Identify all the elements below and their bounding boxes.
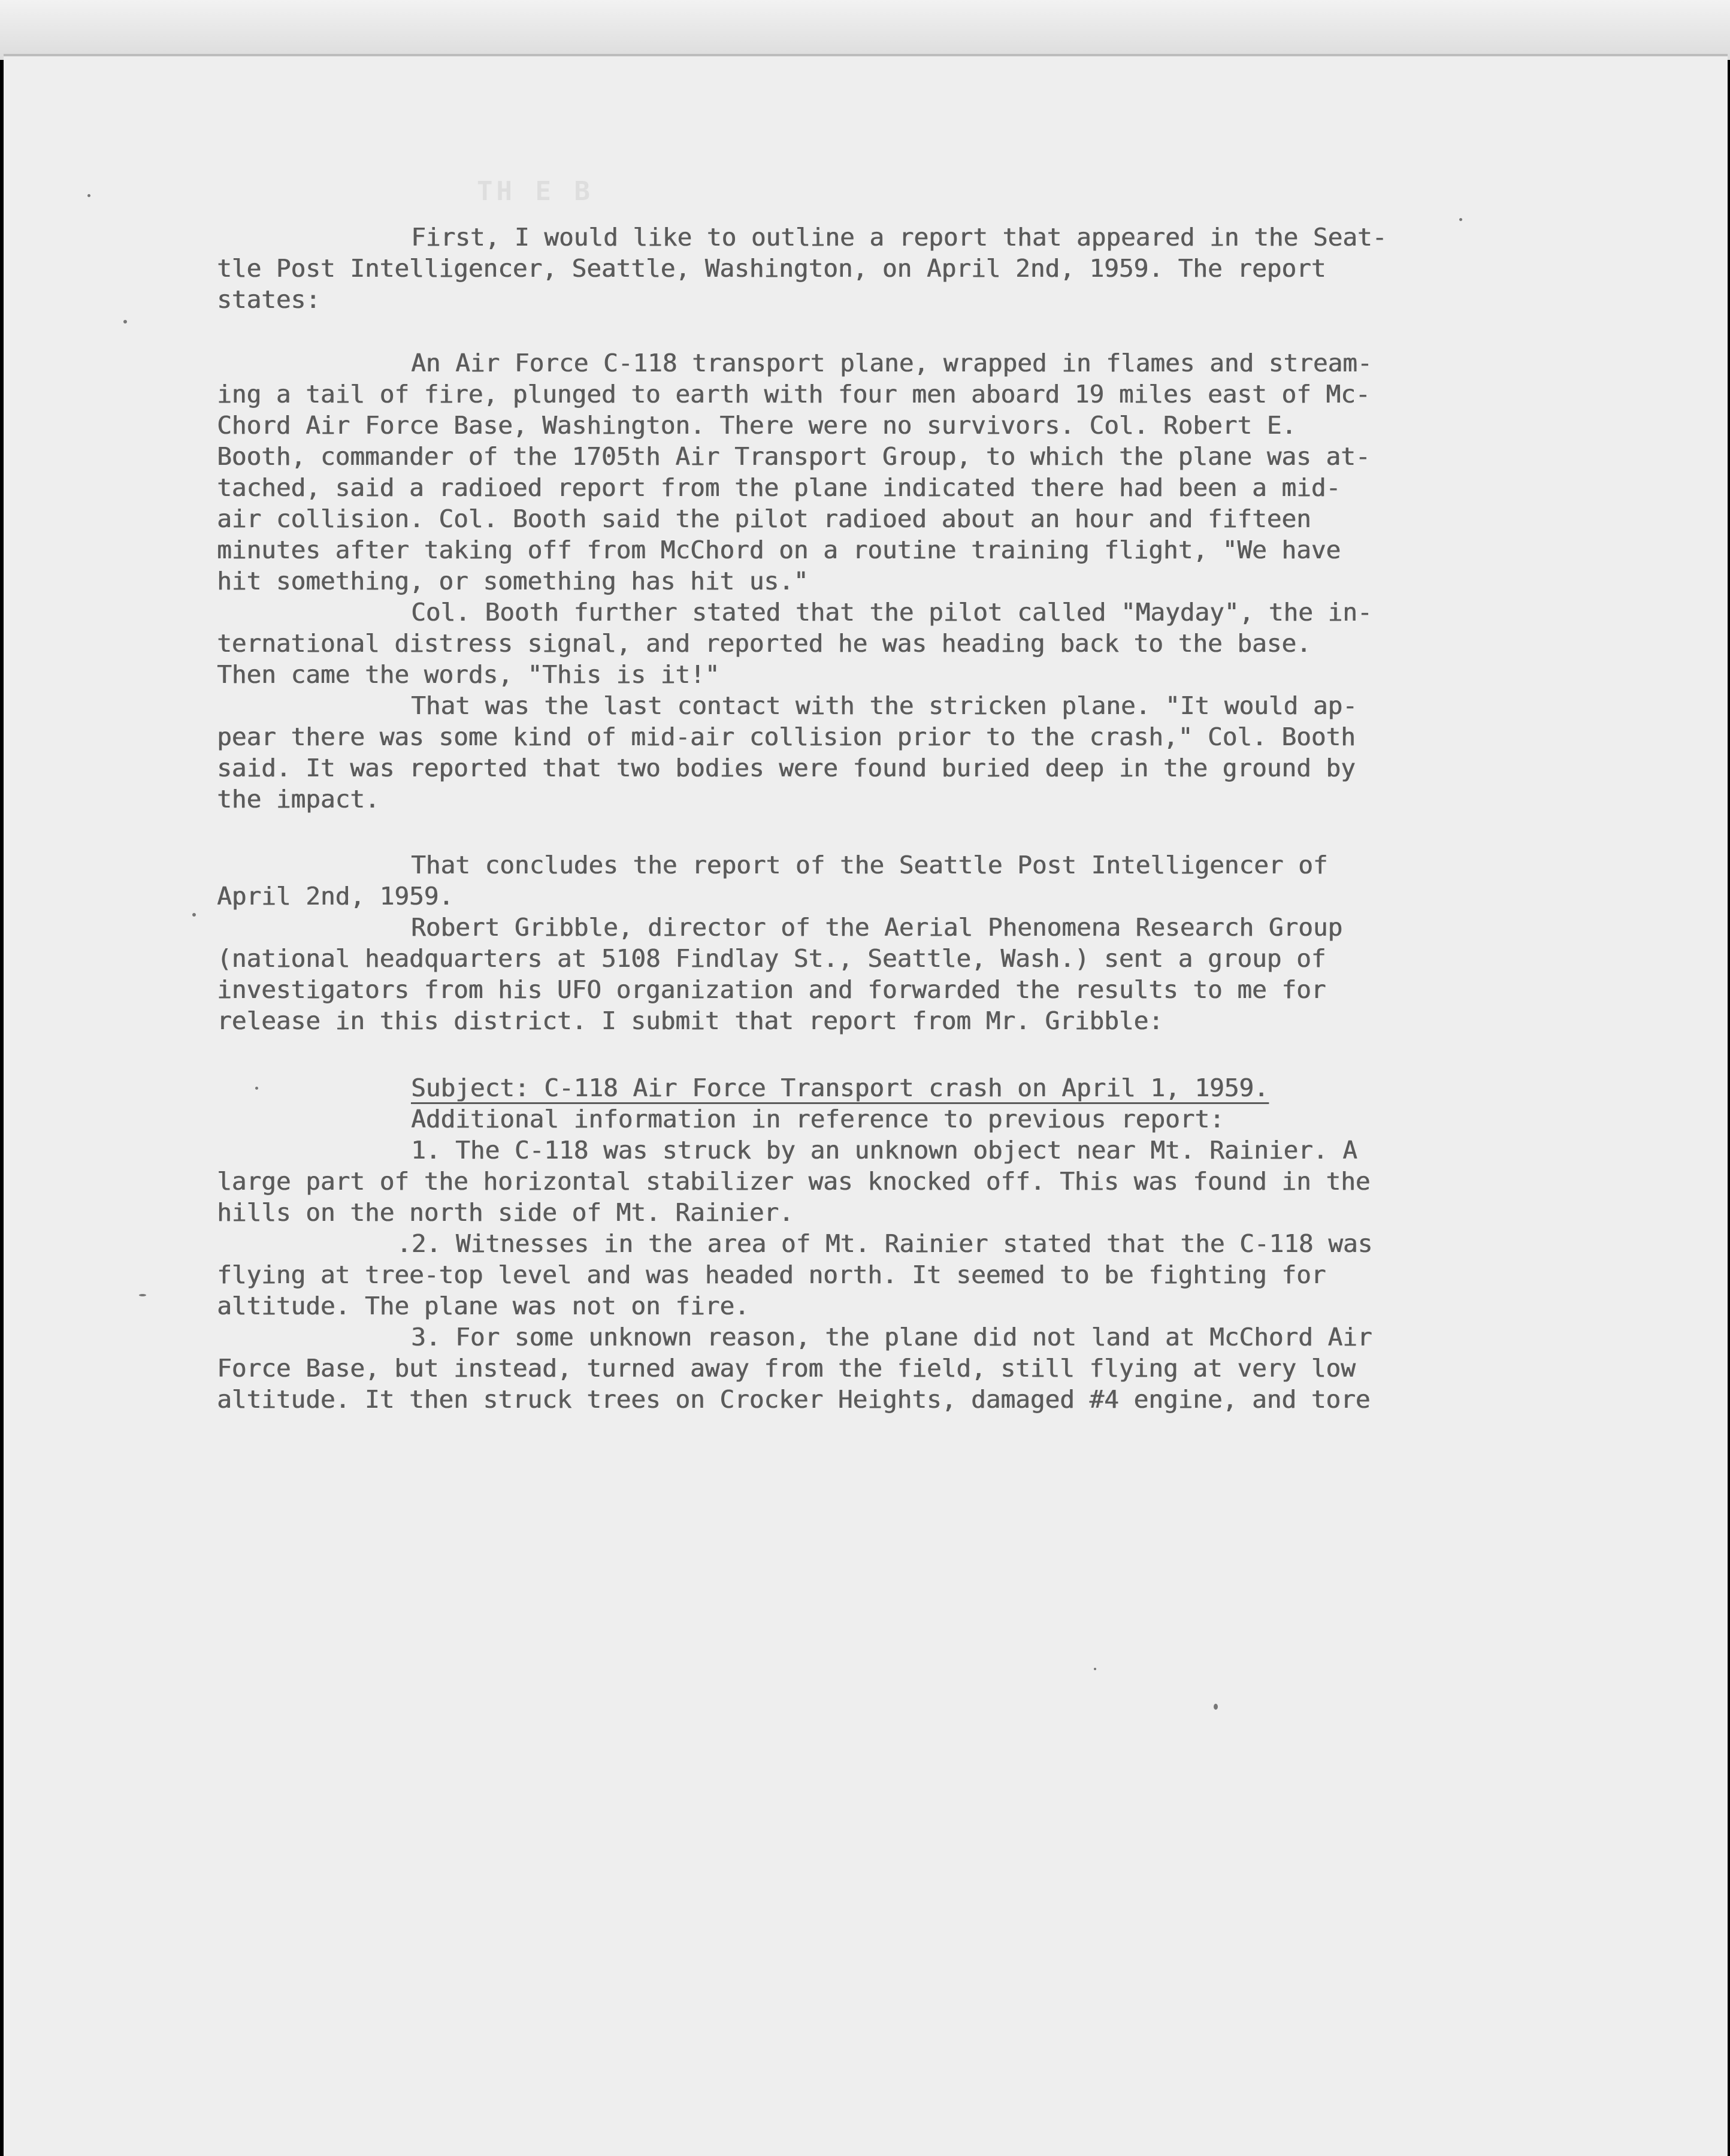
text-line: ternational distress signal, and reported he was heading back to the base. bbox=[217, 629, 1311, 658]
subject-line: Subject: C-118 Air Force Transport crash on April 1, 1959. bbox=[411, 1074, 1269, 1102]
text-line: release in this district. I submit that report from Mr. Gribble: bbox=[217, 1006, 1163, 1035]
text-line: Booth, commander of the 1705th Air Transport Group, to which the plane was at- bbox=[217, 442, 1371, 471]
text-line: An Air Force C-118 transport plane, wrapped in flames and stream- bbox=[411, 349, 1372, 377]
paper-speck bbox=[123, 320, 127, 323]
text-line: the impact. bbox=[217, 785, 380, 814]
paper-speck bbox=[1094, 1668, 1096, 1670]
text-line: April 2nd, 1959. bbox=[217, 882, 453, 911]
text-line: First, I would like to outline a report that appeared in the Seat- bbox=[411, 223, 1387, 252]
text-line: ing a tail of fire, plunged to earth with four men aboard 19 miles east of Mc- bbox=[217, 380, 1371, 409]
text-line: large part of the horizontal stabilizer was knocked off. This was found in the bbox=[217, 1167, 1371, 1196]
text-line: minutes after taking off from McChord on a routine training flight, "We have bbox=[217, 536, 1341, 564]
text-line: altitude. The plane was not on fire. bbox=[217, 1292, 749, 1320]
text-line: Col. Booth further stated that the pilot called "Mayday", the in- bbox=[411, 598, 1372, 627]
text-line: investigators from his UFO organization and forwarded the results to me for bbox=[217, 975, 1326, 1004]
text-line: Chord Air Force Base, Washington. There were no survivors. Col. Robert E. bbox=[217, 411, 1296, 440]
paper-speck bbox=[139, 1294, 146, 1296]
text-line: air collision. Col. Booth said the pilot radioed about an hour and fifteen bbox=[217, 504, 1311, 533]
paper-speck bbox=[87, 194, 90, 197]
paper-speck bbox=[1459, 218, 1462, 221]
paper-speck bbox=[192, 913, 196, 917]
text-line: That was the last contact with the stricken plane. "It would ap- bbox=[411, 691, 1357, 720]
paper-speck bbox=[1214, 1704, 1218, 1710]
text-line: pear there was some kind of mid-air collision prior to the crash," Col. Booth bbox=[217, 722, 1356, 751]
text-line: Robert Gribble, director of the Aerial Phenomena Research Group bbox=[411, 913, 1343, 942]
text-line: (national headquarters at 5108 Findlay St., Seattle, Wash.) sent a group of bbox=[217, 944, 1326, 973]
text-line: tached, said a radioed report from the plane indicated there had been a mid- bbox=[217, 473, 1341, 502]
text-line: tle Post Intelligencer, Seattle, Washington, on April 2nd, 1959. The report bbox=[217, 254, 1326, 283]
text-line: said. It was reported that two bodies were found buried deep in the ground by bbox=[217, 754, 1356, 782]
faint-header-fragment: TH E B bbox=[477, 176, 594, 207]
text-line: Then came the words, "This is it!" bbox=[217, 660, 720, 689]
text-line: Additional information in reference to previous report: bbox=[411, 1105, 1224, 1133]
text-line: 3. For some unknown reason, the plane did not land at McChord Air bbox=[411, 1323, 1372, 1351]
text-line: 1. The C-118 was struck by an unknown object near Mt. Rainier. A bbox=[411, 1136, 1357, 1165]
text-line: That concludes the report of the Seattle Post Intelligencer of bbox=[411, 851, 1328, 879]
text-line: hills on the north side of Mt. Rainier. bbox=[217, 1198, 794, 1227]
document-page bbox=[4, 54, 1728, 2156]
text-line: Force Base, but instead, turned away from the field, still flying at very low bbox=[217, 1354, 1356, 1383]
background-page-edge bbox=[0, 0, 1730, 60]
paper-speck bbox=[255, 1087, 258, 1090]
text-line: .2. Witnesses in the area of Mt. Rainier stated that the C-118 was bbox=[397, 1229, 1373, 1258]
text-line: states: bbox=[217, 285, 320, 314]
text-line: hit something, or something has hit us." bbox=[217, 567, 809, 595]
text-line: altitude. It then struck trees on Crocker Heights, damaged #4 engine, and tore bbox=[217, 1385, 1371, 1414]
text-line: flying at tree-top level and was headed north. It seemed to be fighting for bbox=[217, 1260, 1326, 1289]
